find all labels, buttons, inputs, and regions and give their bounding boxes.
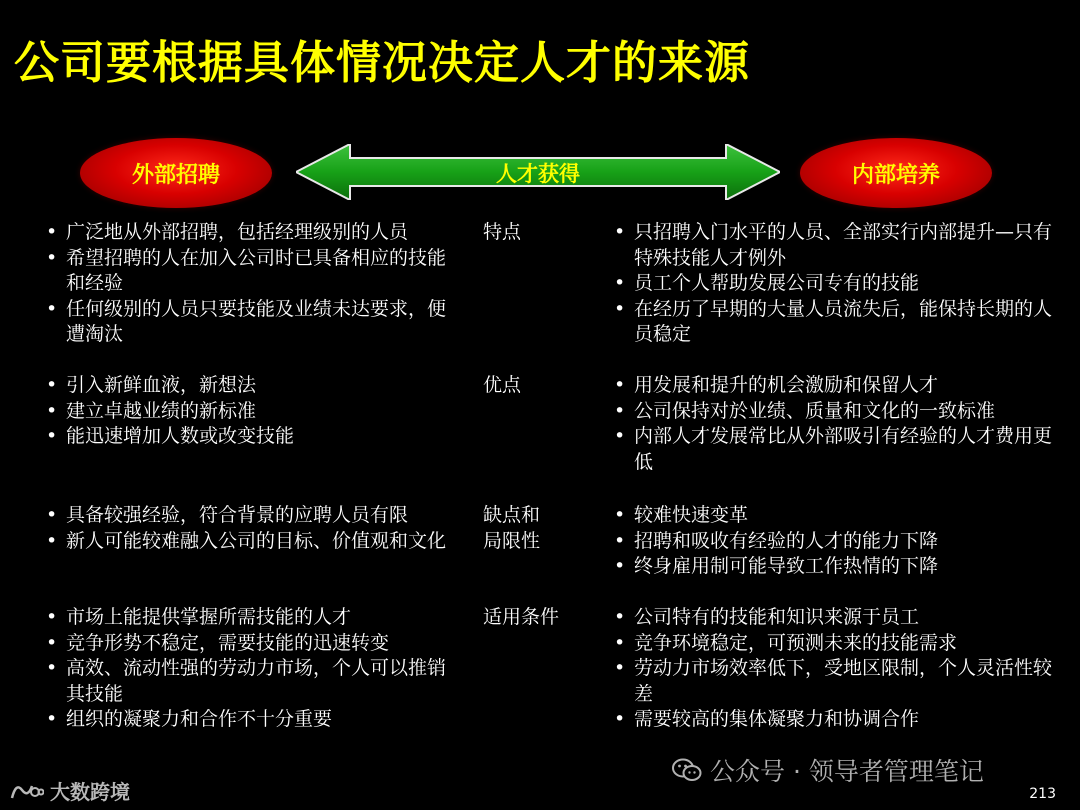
row-list	[44, 373, 464, 450]
list-item: • 终身雇用制可能导致工作热情的下降	[612, 554, 1052, 580]
list-item: • 新人可能较难融入公司的目标、价值观和文化	[44, 529, 464, 555]
row-list	[612, 220, 1052, 348]
feature-label: 特点	[483, 221, 522, 243]
row-list	[612, 605, 1052, 733]
list-item: • 竞争环境稳定，可预测未来的技能需求	[612, 631, 1052, 657]
list-item: • 公司特有的技能和知识来源于员工	[612, 605, 1052, 631]
list-item: • 员工个人帮助发展公司专有的技能	[612, 271, 1052, 297]
external-recruitment-label: 外部招聘	[131, 162, 220, 188]
list-item: • 劳动力市场效率低下，受地区限制，个人灵活性较差	[612, 656, 1052, 707]
feature-label: 优点	[483, 374, 522, 396]
list-item: • 较难快速变革	[612, 503, 1052, 529]
wechat-icon	[672, 757, 702, 783]
internal-development-label: 内部培养	[851, 162, 940, 188]
list-item: • 内部人才发展常比从外部吸引有经验的人才费用更低	[612, 424, 1052, 475]
watermark-text: 公众号 · 领导者管理笔记	[710, 757, 984, 786]
talent-acquisition-label: 人才获得	[496, 162, 580, 186]
brand-logo	[10, 776, 130, 805]
external-recruitment-oval	[80, 138, 272, 208]
list-item: • 公司保持对於业绩、质量和文化的一致标准	[612, 399, 1052, 425]
list-item: • 只招聘入门水平的人员、全部实行内部提升—只有特殊技能人才例外	[612, 220, 1052, 271]
internal-development-oval	[800, 138, 992, 208]
list-item: • 组织的凝聚力和合作不十分重要	[44, 707, 464, 733]
list-item: • 市场上能提供掌握所需技能的人才	[44, 605, 464, 631]
feature-label: 适用条件	[483, 606, 560, 628]
row-list	[44, 605, 464, 733]
page-title: 公司要根据具体情况决定人才的来源	[14, 36, 751, 89]
list-item: • 希望招聘的人在加入公司时已具备相应的技能和经验	[44, 246, 464, 297]
row-list	[44, 220, 464, 348]
list-item: • 具备较强经验，符合背景的应聘人员有限	[44, 503, 464, 529]
list-item: • 广泛地从外部招聘，包括经理级别的人员	[44, 220, 464, 246]
list-item: • 高效、流动性强的劳动力市场，个人可以推销其技能	[44, 656, 464, 707]
list-item: • 能迅速增加人数或改变技能	[44, 424, 464, 450]
list-item: • 需要较高的集体凝聚力和协调合作	[612, 707, 1052, 733]
wechat-watermark	[672, 752, 984, 788]
list-item: • 招聘和吸收有经验的人才的能力下降	[612, 529, 1052, 555]
list-item: • 竞争形势不稳定，需要技能的迅速转变	[44, 631, 464, 657]
list-item: • 建立卓越业绩的新标准	[44, 399, 464, 425]
page-number: 213	[1029, 786, 1056, 802]
row-list	[612, 503, 1052, 580]
row-list	[44, 503, 464, 554]
list-item: • 引入新鲜血液，新想法	[44, 373, 464, 399]
feature-label: 缺点和 局限性	[483, 504, 541, 552]
row-list	[612, 373, 1052, 475]
list-item: • 用发展和提升的机会激励和保留人才	[612, 373, 1052, 399]
list-item: • 任何级别的人员只要技能及业绩未达要求，便遭淘汰	[44, 297, 464, 348]
brand-logo-text: 大数跨境	[50, 780, 130, 804]
list-item: • 在经历了早期的大量人员流失后，能保持长期的人员稳定	[612, 297, 1052, 348]
brand-logo-icon	[10, 780, 44, 802]
